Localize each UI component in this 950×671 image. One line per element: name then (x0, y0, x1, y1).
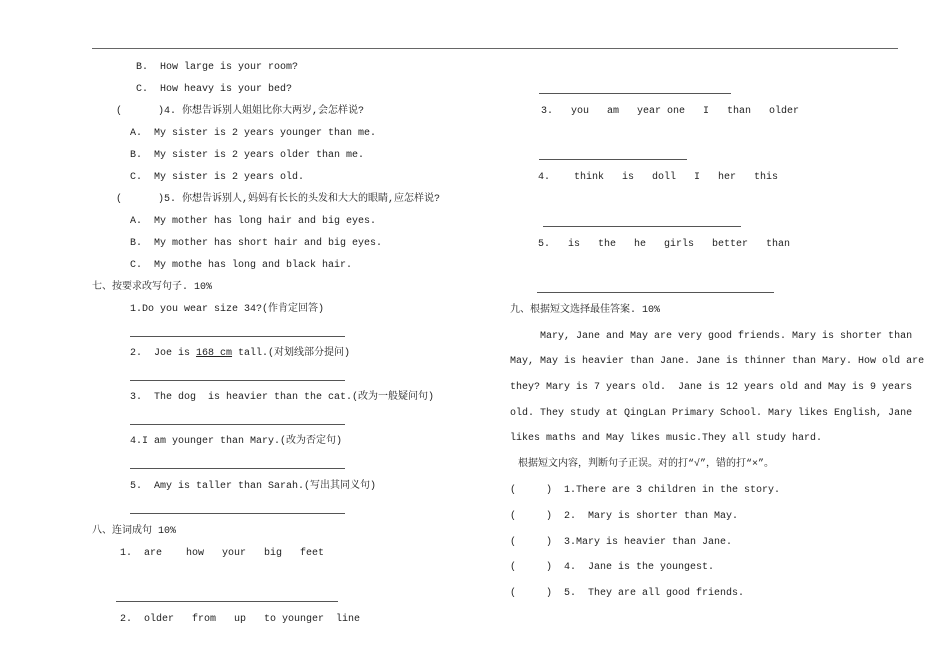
section7-item-4: 4.I am younger than Mary.(改为否定句) (130, 436, 343, 447)
q4-stem: ( )4. 你想告诉别人姐姐比你大两岁,会怎样说? (116, 106, 365, 117)
tf-question-2: ( ) 2. Mary is shorter than May. (510, 511, 739, 522)
answer-line (537, 292, 774, 293)
answer-line (543, 226, 741, 227)
tf-question-4: ( ) 4. Jane is the youngest. (510, 562, 715, 573)
q5-stem: ( )5. 你想告诉别人,妈妈有长长的头发和大大的眼睛,应怎样说? (116, 194, 441, 205)
section8-item-5: 5. is the he girls better than (538, 239, 791, 250)
passage-line-1: Mary, Jane and May are very good friends. Mary is shorter than (510, 331, 913, 342)
section8-item-1: 1. are how your big feet (120, 548, 325, 559)
passage-line-4: old. They study at QingLan Primary School. Mary likes English, Jane (510, 408, 913, 419)
section7-title: 七、按要求改写句子. 10% (92, 282, 213, 293)
tf-question-5: ( ) 5. They are all good friends. (510, 588, 745, 599)
section8-item-2: 2. older from up to younger line (120, 614, 361, 625)
answer-line (130, 380, 345, 381)
q5-option-b: B. My mother has short hair and big eyes. (130, 238, 383, 249)
section7-item-5: 5. Amy is taller than Sarah.(写出其同义句) (130, 481, 377, 492)
section8-title: 八、连词成句 10% (92, 526, 177, 537)
tf-question-3: ( ) 3.Mary is heavier than Jane. (510, 537, 733, 548)
q3-option-b: B. How large is your room? (136, 62, 299, 73)
section7-item-2: 2. Joe is 168 cm tall.(对划线部分提问) (130, 348, 351, 359)
answer-line (130, 424, 345, 425)
answer-line (539, 93, 731, 94)
q5-option-a: A. My mother has long hair and big eyes. (130, 216, 377, 227)
section8-item-4: 4. think is doll I her this (538, 172, 779, 183)
q5-option-c: C. My mothe has long and black hair. (130, 260, 353, 271)
q4-option-b: B. My sister is 2 years older than me. (130, 150, 365, 161)
tf-question-1: ( ) 1.There are 3 children in the story. (510, 485, 781, 496)
passage-line-2: May, May is heavier than Jane. Jane is thinner than Mary. How old are (510, 356, 925, 367)
answer-line (116, 601, 338, 602)
answer-line (539, 159, 687, 160)
section8-item-3: 3. you am year one I than older (541, 106, 800, 117)
passage-line-5: likes maths and May likes music.They all study hard. (510, 433, 823, 444)
section9-instruction: 根据短文内容，判断句子正误。对的打“√”，错的打“×”。 (512, 459, 775, 470)
answer-line (130, 513, 345, 514)
q4-option-c: C. My sister is 2 years old. (130, 172, 305, 183)
q3-option-c: C. How heavy is your bed? (136, 84, 293, 95)
answer-line (130, 468, 345, 469)
section7-item-1: 1.Do you wear size 34?(作肯定回答) (130, 304, 325, 315)
passage-line-3: they? Mary is 7 years old. Jane is 12 years old and May is 9 years (510, 382, 913, 393)
header-rule (92, 48, 898, 49)
section7-item-3: 3. The dog is heavier than the cat.(改为一般疑问句) (130, 392, 435, 403)
answer-line (130, 336, 345, 337)
q4-option-a: A. My sister is 2 years younger than me. (130, 128, 377, 139)
section9-title: 九、根据短文选择最佳答案. 10% (510, 305, 661, 316)
underlined-phrase: 168 cm (196, 348, 233, 359)
